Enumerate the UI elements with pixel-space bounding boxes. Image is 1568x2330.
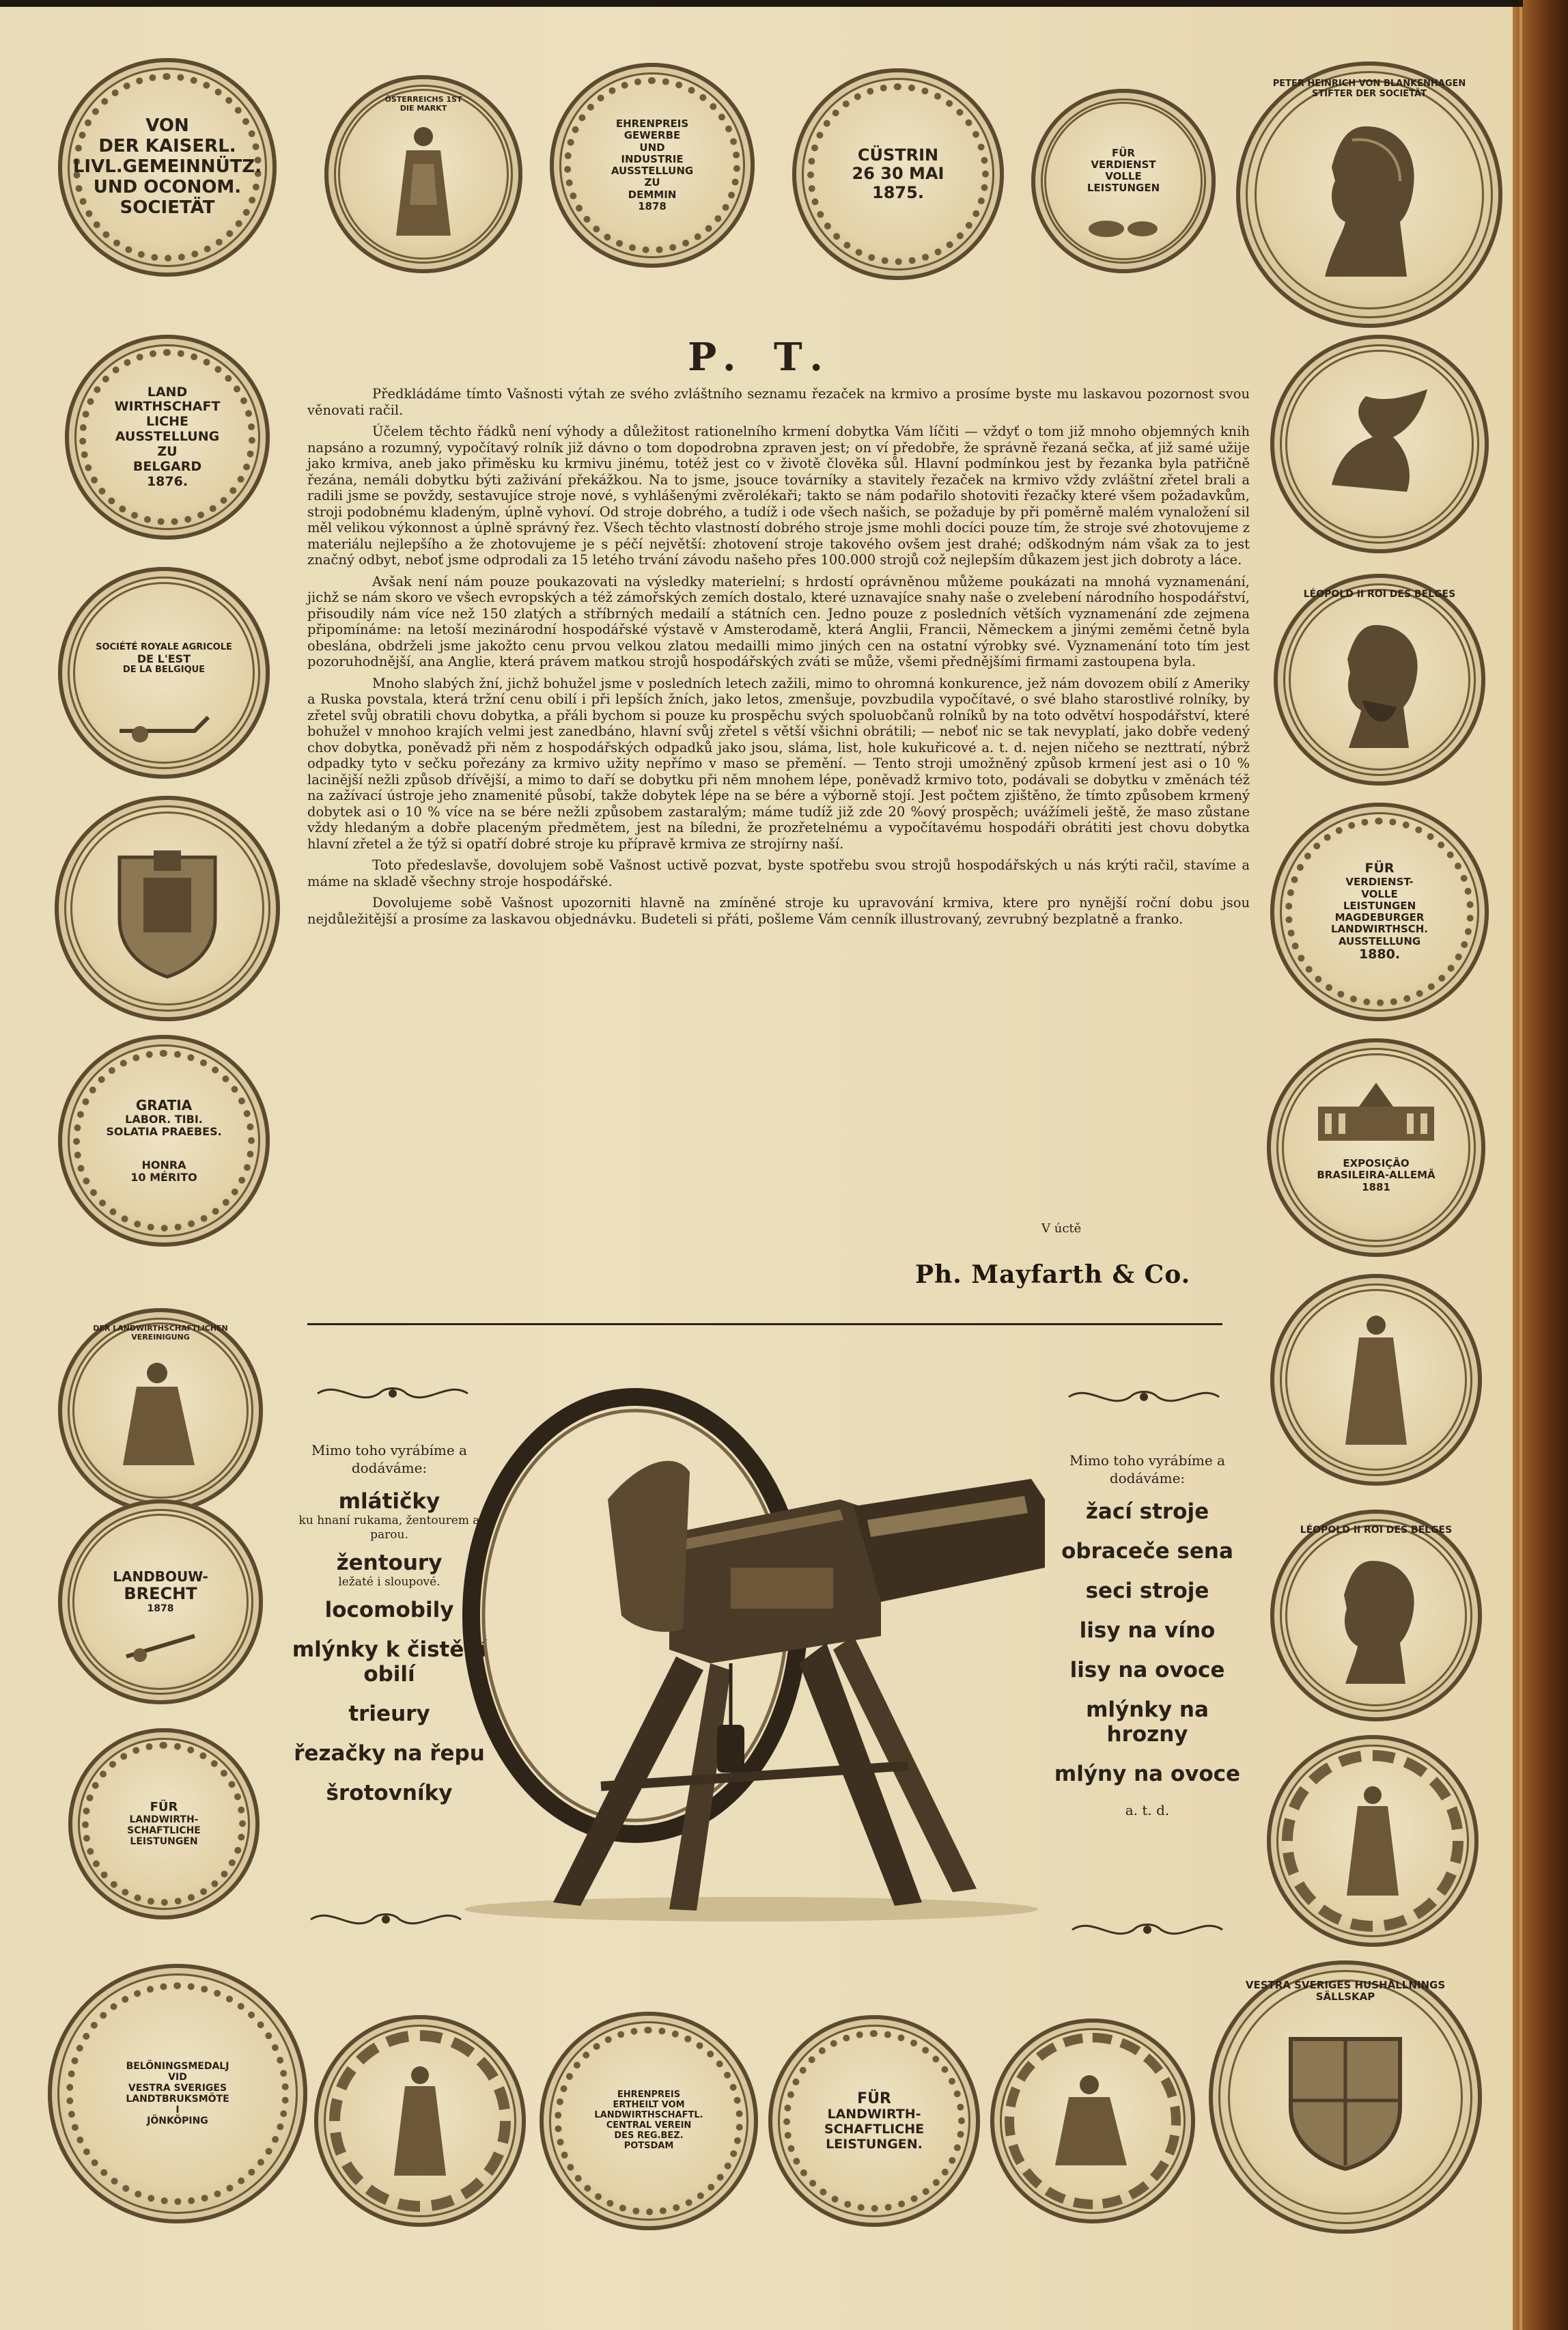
product-item: obraceče sena [1061, 1539, 1233, 1564]
product-note: ležaté i sloupové. [338, 1575, 440, 1589]
list-intro: Mimo toho vyrábíme a dodáváme: [1069, 1452, 1225, 1486]
medal-magdeburg-1880: FÜR VERDIENST- VOLLE LEISTUNGEN MAGDEBURGER LANDWIRTHSCH. AUSSTELLUNG 1880. [1270, 803, 1489, 1021]
right-product-list [1045, 1452, 1250, 1831]
medal-coat-of-arms [55, 796, 280, 1021]
medal-custrin-1875: CÜSTRIN 26 30 MAI 1875. [792, 68, 1004, 280]
medal-landbouw-brecht: LANDBOUW- BRECHT 1878 [58, 1499, 263, 1704]
medal-potsdam-ehrenpreis: EHRENPREIS ERTHEILT VOM LANDWIRTHSCHAFTL. CENTRAL VEREIN DES REG.BEZ. POTSDAM [540, 2012, 758, 2230]
product-item: seci stroje [1085, 1579, 1209, 1603]
product-item: locomobily [324, 1598, 454, 1622]
letter-paragraph: Účelem těchto řádků není výhody a důležitost rationelního krmení dobytka Vám líčiti — vždyť o tom již mnoho objemných knih napsáno a rozumný, vypočítavý rolník již dávno o tom dopodrobna zpraven jest; on ví předobře, že správně řezaná sečka, ať již samé užije jako krmiva, aneb jako přiměsku ku krmivu jinému, totéž jest co v životě člověka sůl. Hlavní podmínkou jest by řezanka byla patřičně řezána, nemáli dobytku býti zaživání překážkou. Na to jsme, jsouce továrníky a stavitely řezaček na krmivo vždy zvláštní zřetel brali a radili jsme se povždy, sestavujíce stroje nové, s vyhlášenými zvěrolékaři; takto se nám podařilo shotoviti řezačky které všem požadavkům, stroji podobnému kladeným, úplně vyhoví. Od stroje dobrého, a tudíž i ode všech našich, se požaduje by při poměrně malém vynaložení sil měl velikou výkonnost a úplně správný řez. Všech těchto vlastností dobrého stroje jsme mohli docíci pouze tím, že stroje své zhotovujeme z materiálu nejlepšího a že zhotovujeme je s péčí největší: zhotovení stroje takového ovšem jest drahé; odškodným nám však za to jest značný odbyt, neboť jsme odprodali za 15 letého trvání závodu našeho přes 100.000 strojů což nejlepším důkazem jest jich dobroty a láce. [307, 424, 1250, 568]
product-item: lisy na víno [1079, 1618, 1216, 1643]
product-item: šrotovníky [326, 1781, 453, 1805]
divider-rule [307, 1323, 1222, 1325]
plough-icon [113, 704, 215, 745]
coat-of-arms-icon [1270, 2025, 1420, 2176]
medal-exposicao-brasileira-allema: EXPOSIÇÃO BRASILEIRA-ALLEMÃ 1881 [1267, 1038, 1485, 1257]
coat-of-arms-icon [106, 837, 229, 980]
letter-paragraph: Mnoho slabých žní, jichž bohužel jsme v posledních letech zažili, mimo to ohromná konkurence, jež nám dovozem obilí z Ameriky a Ruska povstala, která tržní cenu obilí i při lepších žních, jako letos, zmenšuje, povzbudila vypočítavé, o své blaho starostlivé rolníky, by zřetel svůj obratili chovu dobytka, a přáli bychom si pouze ku prospěchu svých spoluobčanů rolníků by na toto odvětví hospodářství, které bohužel v mnohoo krajích velmi jest zanedbáno, hlavní svůj zřetel s větší všichni obrátili; — neboť nic se tak nevyplatí, jako dobře vedený chov dobytka, poněvadž při něm z hospodářských odpadků jako jsou, sláma, list, hole kukuřicové a. t. d. nejen ničeho se nezttratí, nýbrž odpadky tyto v sečku pořezány za krmivo užity nepřímo v maso se přemění. — Tento stroji umožněný způsob krmení jest asi o 10 % lacinější nežli způsob dřívější, a mimo to daří se dobytku při něm mnohem lépe, poněvadž krmivo toto, podávali se dobytku v změnách též na zažívací ústroje jeho znamenité působí, takže dobytek lépe na se bére a výborně stojí. Jest počtem zjištěno, že tímto způsobem krmený dobytek asi o 10 % více na se bére nežli způsobem zastaralým; máme tudíž již zde 20 %ový prospěch; uvážímeli ještě, že maso zůstane vždy hledaným a dobře placeným předmětem, jest na bíledni, že prozřetelnému a vypočítavému hospodáři obrátiti jest chovu dobytka hlavní zřetel a že týž si opatří dobré stroje ku přípravě krmiva ze strojírny naší. [307, 675, 1250, 852]
exhibition-building-icon [1311, 1076, 1441, 1144]
standing-figure-icon [1339, 1783, 1407, 1899]
letter-paragraph: Toto předeslavše, dovolujem sobě Vašnost uctivě pozvat, byste spotřebu svou strojů hospodářských u nás krýti račil, stavíme a máme na skladě všechny stroje hospodářské. [307, 857, 1250, 889]
king-profile-icon [1321, 618, 1438, 755]
medal-demmin-1878: EHRENPREIS GEWERBE UND INDUSTRIE AUSSTELLUNG ZU DEMMIN 1878 [550, 63, 755, 268]
product-item: lisy na ovoce [1069, 1658, 1225, 1682]
medal-jonkoping: BELÖNINGSMEDALJ VID VESTRA SVERIGES LANDTBRUKSMÖTE I JÖNKÖPING [48, 1964, 307, 2223]
ornament-flourish-icon [1065, 1916, 1229, 1943]
portrait-profile-icon [1304, 120, 1441, 277]
page-top-edge [0, 0, 1523, 7]
medal-standing-allegory-right [1270, 1274, 1482, 1486]
product-item: žentoury [336, 1551, 443, 1575]
company-signature: Ph. Mayfarth & Co. [915, 1260, 1191, 1289]
king-profile-icon [1318, 1554, 1434, 1691]
letter-paragraph: Předkládáme tímto Vašnosti výtah ze svého zvláštního seznamu řezaček na krmivo a prosíme byste mu laskavou pozornost svou věnovati račil. [307, 386, 1250, 418]
medal-zodiac-figure-right [1267, 1735, 1479, 1947]
medal-kaiserl-societat: VON DER KAISERL. LIVL.GEMEINNÜTZ. UND OCONOM. SOCIETÄT [58, 58, 277, 277]
product-item: žací stroje [1085, 1499, 1209, 1524]
seated-figure-icon [116, 1356, 205, 1472]
medal-blankenhagen-portrait: PETER HEINRICH VON BLANKENHAGEN STIFTER DER SOCIETÄT [1236, 61, 1502, 328]
product-item: mlýny na ovoce [1054, 1762, 1241, 1786]
standing-figure-icon [386, 2063, 454, 2179]
griffin-icon [1311, 383, 1448, 499]
medal-vestra-sveriges-hushallnings: VESTRA SVERIGES HUSHÅLLNINGS SÄLLSKAP [1209, 1960, 1482, 2234]
product-item: řezačky na řepu [294, 1741, 485, 1766]
medal-belgard-1876: LAND WIRTHSCHAFT LICHE AUSSTELLUNG ZU BELGARD 1876. [65, 335, 270, 540]
product-item: trieury [348, 1702, 430, 1726]
medal-landwirthschaftliche-leistungen-bottom: FÜR LANDWIRTH- SCHAFTLICHE LEISTUNGEN. [768, 2015, 980, 2227]
fodder-cutter-machine-illustration [444, 1342, 1059, 1923]
medal-verdienstvolle-leistungen: FÜR VERDIENST VOLLE LEISTUNGEN [1031, 89, 1216, 273]
ornament-flourish-icon [1062, 1383, 1226, 1411]
medal-leopold-roi-belges-1: LÉOPOLD II ROI DES BELGES [1274, 574, 1485, 786]
medal-gratia-labor: GRATIA LABOR. TIBI. SOLATIA PRAEBES. HONRA 10 MÉRITO [58, 1035, 270, 1247]
list-footer: a. t. d. [1125, 1802, 1170, 1818]
seated-figure-icon [1048, 2070, 1137, 2172]
standing-goddess-icon [1335, 1312, 1417, 1448]
medal-leopold-roi-belges-2: LÉOPOLD II ROI DES BELGES [1270, 1510, 1482, 1721]
medal-landwirtschaftliche-vereinigung: DER LANDWIRTHSCHAFTLICHEN VEREINIGUNG [58, 1308, 263, 1513]
product-item: mlýnky na hrozny [1086, 1697, 1209, 1747]
ornament-flourish-icon [304, 1906, 468, 1933]
animals-icon [1082, 212, 1164, 246]
letter-paragraph: Dovolujeme sobě Vašnost upozorniti hlavně na zmíněné stroje ku upravování krmiva, ktere pro nynější roční dobu jsou nejdůležitější a prosíme za laskavou objednávku. Budeteli si přáti, pošleme Vám cenník illustrovaný, zevrubný bezplatně a franko. [307, 895, 1250, 927]
letter-body [307, 386, 1250, 932]
letter-salutation: V úctě [1041, 1221, 1082, 1236]
letter-heading: P. T. [688, 335, 835, 380]
letter-paragraph: Avšak není nám pouze poukazovati na výsledky materielní; s hrdostí oprávněnou můžeme poukázati na mnohá vyznamenání, jichž se nám skoro ve všech evropských a též zámořských zemích dostalo, které uznavajíce snahy naše o zvelebení národního hospodářství, přisoudily nám více než 150 zlatých a stříbrných medailí a státních cen. Jedno pouze z posledních větších vyznamenání zde zejmena připomínáme: na letoší mezinárodní hospodářské výstavě v Amsterodamě, která Anglii, Francii, Německem a jinými zeměmi četně byla obeslána, obdrželi jsme jakožto cenu prvou velkou zlatou medailli mimo jiných cen na ostatní výrobky své. Vyznamenání toto tím jest pozoruhodnější, ana Anglie, která právem matkou strojů hospodářských zváti se může, všemi přednějšími firmami zastoupena byla. [307, 573, 1250, 669]
medal-seated-allegory-bottom [990, 2019, 1195, 2223]
medal-zodiac-figure-bottom [314, 2015, 526, 2227]
product-item: mlýnky k čistění obilí [292, 1637, 487, 1687]
product-note: ku hnaní rukama, žentourem a parou. [298, 1514, 480, 1542]
medal-societe-royale-agricole: SOCIÉTÉ ROYALE AGRICOLE DE L'EST DE LA BELGIQUE [58, 567, 270, 779]
product-item: mlátičky [338, 1489, 440, 1514]
medal-landwirthschaftliche-leistungen-left: FÜR LANDWIRTH- SCHAFTLICHE LEISTUNGEN [68, 1728, 260, 1919]
list-intro: Mimo toho vyrábíme a dodáváme: [311, 1442, 467, 1476]
medal-allegory-figure: ÖSTERREICHS 1ST DIE MARKT [324, 75, 522, 273]
farm-tools-icon [120, 1629, 201, 1663]
standing-figure-icon [386, 123, 461, 239]
